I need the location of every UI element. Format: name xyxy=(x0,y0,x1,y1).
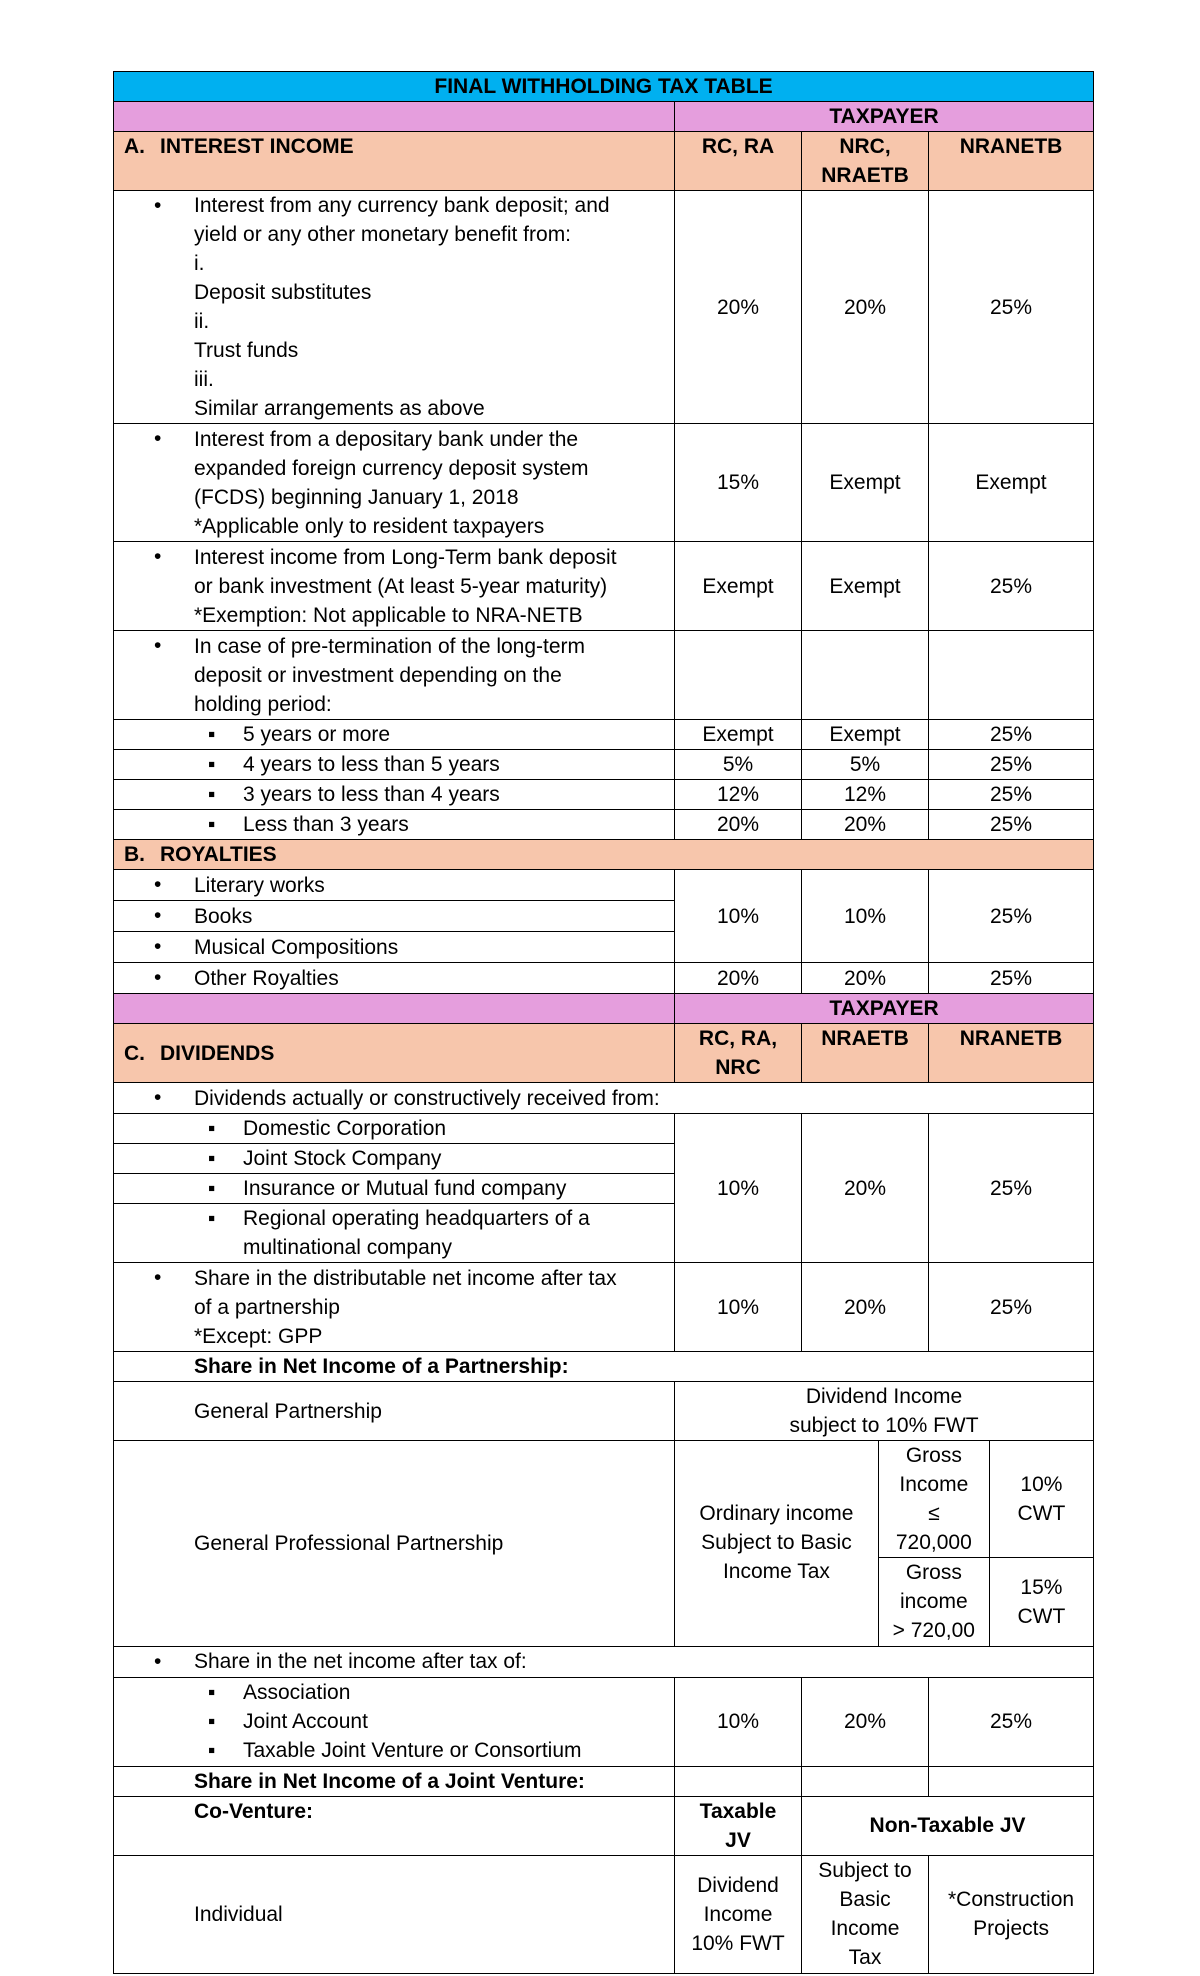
royalty-item: • Other Royalties xyxy=(114,963,675,994)
rate-cell: Exempt xyxy=(675,542,802,631)
section-title: ROYALTIES xyxy=(160,843,277,866)
general-partnership-value: Dividend Income subject to 10% FWT xyxy=(675,1382,1094,1441)
empty-cell xyxy=(929,631,1094,720)
withholding-tax-table xyxy=(113,71,1094,1974)
individual-taxable-jv: Dividend Income 10% FWT xyxy=(675,1855,802,1973)
rate-cell: 25% xyxy=(929,810,1094,840)
rate-cell: 10% xyxy=(802,870,929,963)
partnership-share-row: • Share in the distributable net income after tax of a partnership *Except: GPP xyxy=(114,1263,675,1352)
empty-cell xyxy=(675,631,802,720)
holding-period: ▪ 3 years to less than 4 years xyxy=(114,780,675,810)
jv-subheading: Share in Net Income of a Joint Venture: xyxy=(114,1766,675,1796)
rate-cell: 25% xyxy=(929,720,1094,750)
empty-cell xyxy=(929,1766,1094,1796)
col-nraetb: NRAETB xyxy=(802,1024,929,1083)
rate-cell: 25% xyxy=(929,542,1094,631)
header-spacer xyxy=(114,102,675,132)
rate-cell: 10% xyxy=(675,1677,802,1766)
rate-cell: 10% xyxy=(675,870,802,963)
rate-cell: 25% xyxy=(929,1677,1094,1766)
section-b-heading xyxy=(114,840,1094,870)
gpp-gross-threshold-low: Gross Income ≤ 720,000 xyxy=(878,1441,989,1558)
rate-cell: 25% xyxy=(929,750,1094,780)
col-rc-ra: RC, RA xyxy=(675,132,802,191)
corporation-type: ▪ Domestic Corporation xyxy=(114,1114,675,1144)
interest-row-bank-deposit: • Interest from any currency bank deposit; and yield or any other monetary benefit from: i. Deposit substitutes ii. Trust funds iii. Similar arrangements as above xyxy=(114,191,675,424)
individual-label: Individual xyxy=(114,1855,675,1973)
table-title: FINAL WITHHOLDING TAX TABLE xyxy=(114,72,1094,102)
taxpayer-header: TAXPAYER xyxy=(675,994,1094,1024)
section-a-heading xyxy=(114,132,675,191)
interest-row-fcds: • Interest from a depositary bank under the expanded foreign currency deposit system (FCDS) beginning January 1, 2018 *Applicable only to resident taxpayers xyxy=(114,424,675,542)
gpp-gross-threshold-high: Gross income > 720,00 xyxy=(878,1558,989,1646)
section-letter: A. xyxy=(124,135,145,158)
rate-cell: Exempt xyxy=(929,424,1094,542)
coventure-label: Co-Venture: xyxy=(114,1796,675,1855)
rate-cell: Exempt xyxy=(802,720,929,750)
entity-item: ▪ Joint Account xyxy=(243,1707,668,1736)
header-spacer xyxy=(114,994,675,1024)
empty-cell xyxy=(802,1766,929,1796)
rate-cell: 20% xyxy=(802,191,929,424)
empty-cell xyxy=(802,631,929,720)
holding-period: ▪ Less than 3 years xyxy=(114,810,675,840)
general-partnership-label: General Partnership xyxy=(114,1382,675,1441)
interest-row-pretermination: • In case of pre-termination of the long-term deposit or investment depending on the holding period: xyxy=(114,631,675,720)
royalty-item: • Literary works xyxy=(114,870,675,901)
rate-cell: Exempt xyxy=(802,424,929,542)
section-title: DIVIDENDS xyxy=(160,1041,275,1065)
entity-item: ▪ Taxable Joint Venture or Consortium xyxy=(243,1736,668,1765)
individual-construction: *Construction Projects xyxy=(929,1855,1094,1973)
rate-cell: 5% xyxy=(675,750,802,780)
rate-cell: 5% xyxy=(802,750,929,780)
rate-cell: 20% xyxy=(675,810,802,840)
rate-cell: 12% xyxy=(675,780,802,810)
rate-cell: Exempt xyxy=(802,542,929,631)
rate-cell: 20% xyxy=(802,1677,929,1766)
dividends-received-from: • Dividends actually or constructively received from: xyxy=(114,1083,1094,1114)
section-c-heading xyxy=(114,1024,675,1083)
nontaxable-jv-header: Non-Taxable JV xyxy=(802,1796,1094,1855)
individual-nontaxable-basic: Subject to Basic Income Tax xyxy=(802,1855,929,1973)
rate-cell: 20% xyxy=(675,963,802,994)
empty-cell xyxy=(675,1766,802,1796)
rate-cell: 20% xyxy=(802,963,929,994)
rate-cell: 25% xyxy=(929,870,1094,963)
corporation-type: ▪ Insurance or Mutual fund company xyxy=(114,1174,675,1204)
royalty-item: • Books xyxy=(114,901,675,932)
rate-cell: 20% xyxy=(802,810,929,840)
corporation-type: ▪ Joint Stock Company xyxy=(114,1144,675,1174)
rate-cell: 10% xyxy=(675,1114,802,1263)
gpp-breakdown xyxy=(675,1441,1094,1647)
rate-cell: Exempt xyxy=(675,720,802,750)
taxable-jv-header: Taxable JV xyxy=(675,1796,802,1855)
gpp-inner-table xyxy=(675,1441,1093,1646)
holding-period: ▪ 4 years to less than 5 years xyxy=(114,750,675,780)
interest-row-long-term: • Interest income from Long-Term bank deposit or bank investment (At least 5-year maturity) *Exemption: Not applicable to NRA-NETB xyxy=(114,542,675,631)
holding-period: ▪ 5 years or more xyxy=(114,720,675,750)
col-nranetb: NRANETB xyxy=(929,132,1094,191)
net-income-after-tax: • Share in the net income after tax of: xyxy=(114,1646,1094,1677)
col-rc-ra-nrc: RC, RA, NRC xyxy=(675,1024,802,1083)
section-title: INTEREST INCOME xyxy=(160,135,354,158)
section-letter: B. xyxy=(124,843,145,866)
gpp-ordinary-income: Ordinary income Subject to Basic Income Tax xyxy=(675,1441,878,1646)
rate-cell: 20% xyxy=(802,1263,929,1352)
rate-cell: 12% xyxy=(802,780,929,810)
gpp-cwt-low: 10% CWT xyxy=(989,1441,1093,1558)
rate-cell: 20% xyxy=(675,191,802,424)
gpp-cwt-high: 15% CWT xyxy=(1017,1575,1066,1628)
col-nrc-nraetb: NRC, NRAETB xyxy=(802,132,929,191)
entity-item: ▪ Association xyxy=(243,1678,668,1707)
rate-cell: 25% xyxy=(929,191,1094,424)
rate-cell: 25% xyxy=(929,780,1094,810)
taxpayer-header: TAXPAYER xyxy=(675,102,1094,132)
royalty-item: • Musical Compositions xyxy=(114,932,675,963)
gpp-label: General Professional Partnership xyxy=(114,1441,675,1647)
rate-cell: 25% xyxy=(929,1114,1094,1263)
rate-cell: 25% xyxy=(929,963,1094,994)
rate-cell: 10% xyxy=(675,1263,802,1352)
partnership-subheading: Share in Net Income of a Partnership: xyxy=(114,1352,1094,1382)
col-nranetb: NRANETB xyxy=(929,1024,1094,1083)
corporation-type: ▪ Regional operating headquarters of a multinational company xyxy=(114,1204,675,1263)
entity-list xyxy=(114,1677,675,1766)
rate-cell: 20% xyxy=(802,1114,929,1263)
rate-cell: 15% xyxy=(675,424,802,542)
section-letter: C. xyxy=(124,1041,145,1065)
rate-cell: 25% xyxy=(929,1263,1094,1352)
